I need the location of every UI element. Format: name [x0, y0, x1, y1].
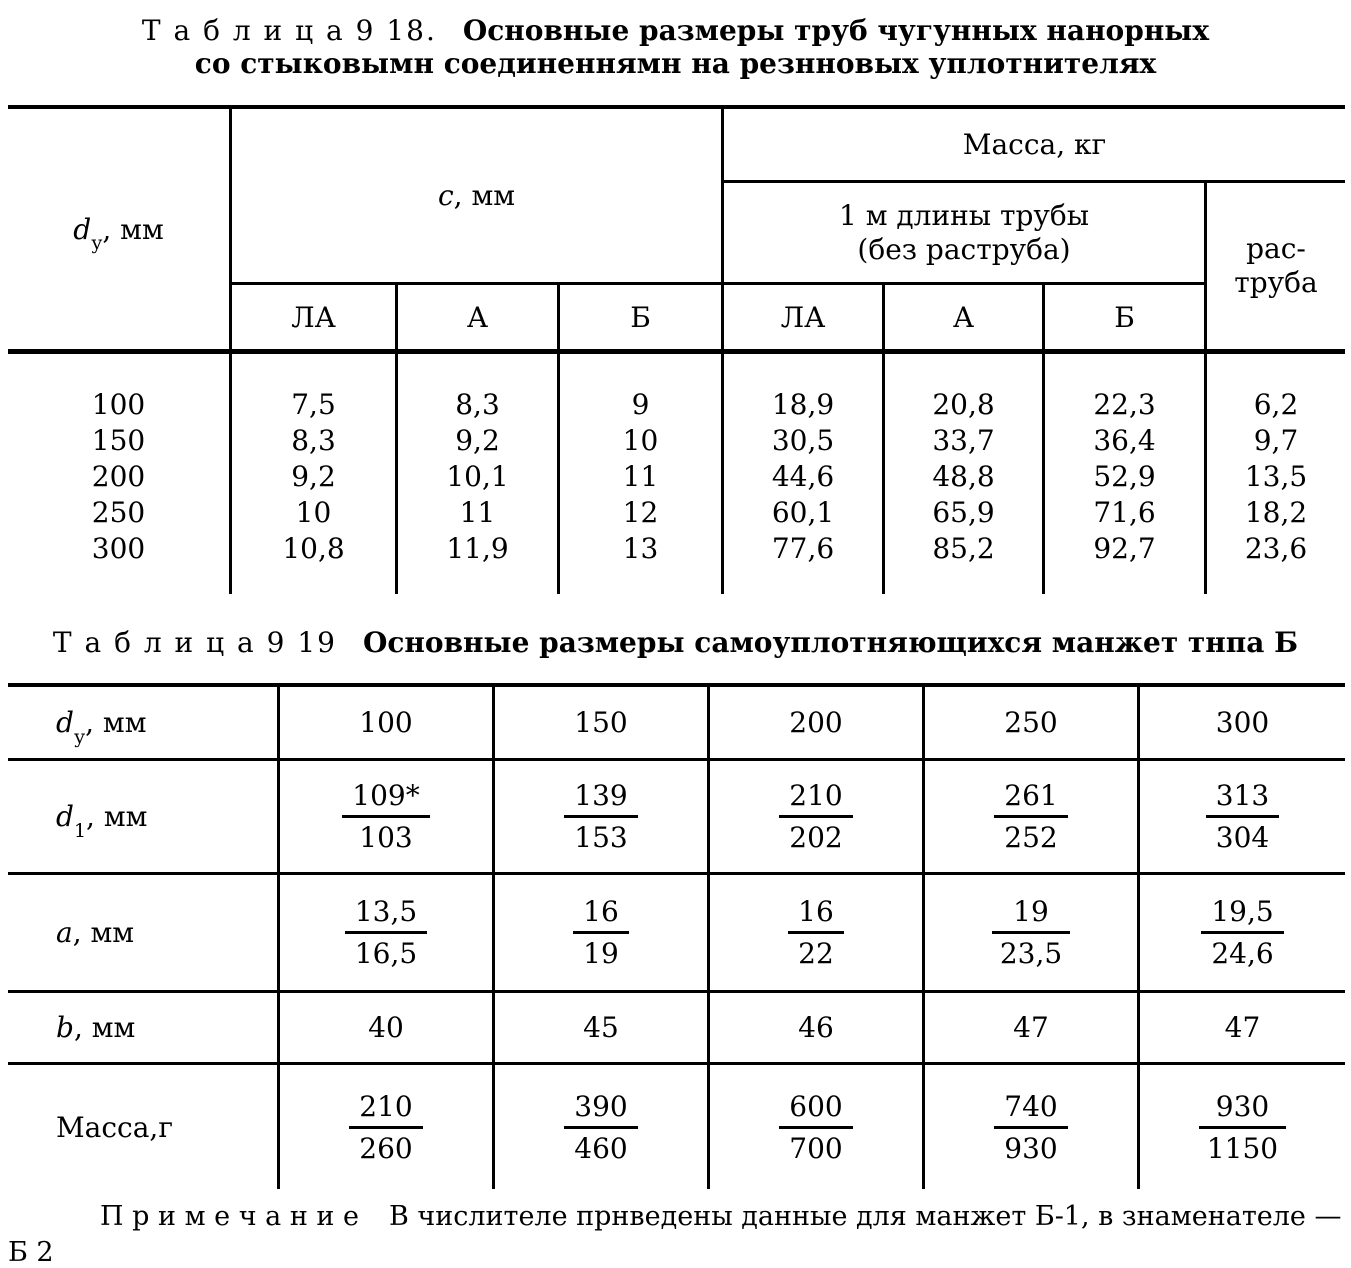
- header-cell-rastrub: [1207, 183, 1345, 349]
- row-label-massa: Масса,г: [8, 1065, 280, 1189]
- header-cell-c: [232, 109, 724, 285]
- cell-dy: 250: [8, 494, 232, 530]
- spacer-cell: [398, 566, 560, 594]
- cell-rastrub: 23,6: [1244, 531, 1308, 565]
- dy-label: [73, 212, 164, 255]
- table-918-body: [8, 354, 1345, 594]
- spacer-cell: [1207, 566, 1345, 594]
- cell-dy: 100: [280, 687, 495, 761]
- row-label-d1: [8, 761, 280, 875]
- fraction: [994, 1090, 1067, 1165]
- cell-c-a: 11,9: [398, 530, 560, 566]
- d1-label: [56, 800, 148, 842]
- cell-dy: 200: [710, 687, 925, 761]
- fraction: [1199, 1090, 1286, 1165]
- fraction-numerator: 19: [992, 895, 1070, 934]
- cell-a: [925, 875, 1140, 993]
- header-subcell-c-b: Б: [560, 285, 724, 349]
- row-label-dy: [8, 687, 280, 761]
- fraction-numerator: 210: [349, 1090, 422, 1129]
- fraction: [564, 1090, 637, 1165]
- cell-c-la: 7,5: [232, 386, 398, 422]
- fraction: [342, 779, 429, 854]
- cell-m-la: 18,9: [724, 386, 885, 422]
- symbol-a: a: [56, 916, 73, 949]
- header-subcell-c-a: А: [398, 285, 560, 349]
- cell-b: 40: [280, 993, 495, 1065]
- fraction-numerator: 19,5: [1201, 895, 1283, 934]
- fraction: [992, 895, 1070, 970]
- table-918-title: [0, 14, 1351, 80]
- unit-mm: , мм: [102, 212, 164, 246]
- cell-massa: [1140, 1065, 1345, 1189]
- cell-b: 47: [925, 993, 1140, 1065]
- fraction-denominator: 24,6: [1211, 937, 1274, 970]
- fraction: [349, 1090, 422, 1165]
- cell-c-a: 8,3: [398, 386, 560, 422]
- cell-a: [1140, 875, 1345, 993]
- fraction: [779, 779, 852, 854]
- cell-d1: [710, 761, 925, 875]
- cell-dy: 300: [8, 530, 232, 566]
- fraction-denominator: 252: [1004, 821, 1058, 854]
- cell-m-a: 65,9: [885, 494, 1045, 530]
- footnote: [8, 1200, 1345, 1268]
- footnote-line1: [8, 1200, 1345, 1234]
- fraction-numerator: 600: [779, 1090, 852, 1129]
- dy-label: [56, 706, 147, 748]
- cell-c-la: 8,3: [232, 422, 398, 458]
- fraction-denominator: 304: [1215, 821, 1270, 854]
- cell-m-la: 77,6: [724, 530, 885, 566]
- cell-m-a: 48,8: [885, 458, 1045, 494]
- cell-m-a: 33,7: [885, 422, 1045, 458]
- rastrub-line1: рас-: [1246, 232, 1306, 265]
- fraction: [779, 1090, 852, 1165]
- cell-m-la: 60,1: [724, 494, 885, 530]
- fraction: [345, 895, 427, 970]
- cell-m-b: 36,4: [1045, 422, 1207, 458]
- footnote-text: В числителе прнведены данные для манжет Б-1, в знаменателе —: [388, 1201, 1342, 1232]
- spacer-cell: [232, 566, 398, 594]
- cell-m-la: 30,5: [724, 422, 885, 458]
- cell-m-b: 92,7: [1045, 530, 1207, 566]
- cell-a: [495, 875, 710, 993]
- symbol-c: c: [437, 179, 454, 212]
- cell-rastrub: 6,2: [1253, 387, 1299, 421]
- fraction-denominator: 460: [574, 1131, 628, 1165]
- cell-m-la: 44,6: [724, 458, 885, 494]
- fraction: [1206, 779, 1279, 854]
- fraction-denominator: 103: [359, 821, 413, 854]
- subscript-y: у: [73, 725, 86, 748]
- spacer-cell: [724, 354, 885, 386]
- table-918: [8, 105, 1345, 594]
- footnote-continuation: Б 2: [8, 1237, 54, 1268]
- b-label: [56, 1011, 135, 1044]
- fraction-denominator: 202: [789, 821, 843, 854]
- cell-b: 45: [495, 993, 710, 1065]
- cell-dy: 100: [8, 386, 232, 422]
- table-919-title: [0, 626, 1351, 659]
- fraction-denominator: 22: [798, 937, 834, 970]
- cell-d1: [495, 761, 710, 875]
- cell-rastrub: 13,5: [1244, 459, 1308, 493]
- spacer-cell: [232, 354, 398, 386]
- spacer-cell: [8, 566, 232, 594]
- unit-mm: , мм: [85, 706, 147, 739]
- cell-m-a: 85,2: [885, 530, 1045, 566]
- cell-b: 46: [710, 993, 925, 1065]
- cell-a: [280, 875, 495, 993]
- header-subcell-m-b: Б: [1045, 285, 1207, 349]
- spacer-cell: [885, 354, 1045, 386]
- header-cell-length: [724, 183, 1207, 285]
- fraction-denominator: 930: [1004, 1131, 1058, 1165]
- cell-c-b: 10: [560, 422, 724, 458]
- unit-mm: , мм: [72, 916, 135, 949]
- fraction-numerator: 313: [1206, 779, 1279, 818]
- cell-dy: 150: [8, 422, 232, 458]
- cell-massa: [925, 1065, 1140, 1189]
- length-line2: (без раструба): [857, 232, 1071, 266]
- fraction-denominator: 16,5: [354, 937, 418, 970]
- cell-rastrub: 18,2: [1244, 495, 1308, 529]
- table-918-title-line1: [0, 14, 1351, 47]
- unit-mm: , мм: [86, 800, 148, 833]
- unit-mm: , мм: [453, 179, 516, 212]
- table-919-label: Т а б л и ц а 9 19: [52, 626, 337, 659]
- cell-d1: [1140, 761, 1345, 875]
- spacer-cell: [398, 354, 560, 386]
- a-label: [56, 916, 134, 949]
- header-cell-massa: Масса, кг: [724, 109, 1345, 183]
- cell-c-la: 9,2: [232, 458, 398, 494]
- cell-a: [710, 875, 925, 993]
- table-918-heading-line1: Основные размеры труб чугунных нанорных: [462, 14, 1210, 47]
- row-label-a: [8, 875, 280, 993]
- spacer-cell: [885, 566, 1045, 594]
- spacer-cell: [8, 354, 232, 386]
- c-label: [438, 179, 515, 212]
- fraction-numerator: 16: [573, 895, 629, 934]
- symbol-d: d: [73, 212, 92, 246]
- cell-c-b: 11: [560, 458, 724, 494]
- cell-massa: [710, 1065, 925, 1189]
- cell-rastrub: 9,7: [1253, 423, 1299, 457]
- fraction-denominator: 1150: [1206, 1131, 1279, 1165]
- fraction: [1201, 895, 1283, 970]
- spacer-cell: [560, 566, 724, 594]
- fraction-denominator: 260: [359, 1131, 413, 1165]
- fraction-numerator: 740: [994, 1090, 1067, 1129]
- symbol-d: d: [56, 706, 74, 739]
- cell-m-b: 52,9: [1045, 458, 1207, 494]
- header-subcell-c-la: ЛА: [232, 285, 398, 349]
- table-919: [8, 683, 1345, 1189]
- cell-m-a: 20,8: [885, 386, 1045, 422]
- fraction-denominator: 153: [574, 821, 628, 854]
- table-918-heading-line2: со стыковымн соединеннямн на резнновых уплотнителях: [194, 47, 1157, 80]
- cell-c-a: 10,1: [398, 458, 560, 494]
- fraction-numerator: 261: [994, 779, 1067, 818]
- unit-mm: , мм: [73, 1011, 136, 1044]
- cell-massa: [280, 1065, 495, 1189]
- header-subcell-m-la: ЛА: [724, 285, 885, 349]
- cell-m-b: 22,3: [1045, 386, 1207, 422]
- footnote-label: П р и м е ч а н и е: [100, 1201, 359, 1232]
- table-919-heading: Основные размеры самоуплотняющихся манжет тнпа Б: [362, 626, 1299, 659]
- fraction-numerator: 390: [564, 1090, 637, 1129]
- fraction-numerator: 13,5: [345, 895, 427, 934]
- header-cell-dy: [8, 109, 232, 349]
- table-918-header: [8, 105, 1345, 354]
- spacer-cell: [1045, 354, 1207, 386]
- fraction-denominator: 700: [789, 1131, 843, 1165]
- rastrub-line2: труба: [1234, 266, 1318, 299]
- cell-b: 47: [1140, 993, 1345, 1065]
- cell-dy: 250: [925, 687, 1140, 761]
- spacer-cell: [724, 566, 885, 594]
- fraction-numerator: 930: [1199, 1090, 1286, 1129]
- cell-m-b: 71,6: [1045, 494, 1207, 530]
- symbol-b: b: [56, 1011, 74, 1044]
- cell-dy: 300: [1140, 687, 1345, 761]
- spacer-cell: [1207, 354, 1345, 386]
- fraction: [573, 895, 629, 970]
- cell-c-b: 12: [560, 494, 724, 530]
- fraction: [788, 895, 844, 970]
- cell-dy: 150: [495, 687, 710, 761]
- fraction: [994, 779, 1067, 854]
- subscript-y: у: [91, 232, 103, 255]
- symbol-d: d: [56, 800, 74, 833]
- cell-massa: [495, 1065, 710, 1189]
- spacer-cell: [1045, 566, 1207, 594]
- cell-d1: [925, 761, 1140, 875]
- length-line1: 1 м длины трубы: [839, 198, 1089, 232]
- cell-c-la: 10: [232, 494, 398, 530]
- fraction-numerator: 210: [779, 779, 852, 818]
- fraction-denominator: 19: [583, 937, 619, 970]
- cell-c-a: 11: [398, 494, 560, 530]
- cell-c-a: 9,2: [398, 422, 560, 458]
- subscript-1: 1: [73, 819, 87, 842]
- cell-c-b: 13: [560, 530, 724, 566]
- cell-d1: [280, 761, 495, 875]
- fraction-numerator: 139: [564, 779, 637, 818]
- cell-c-b: 9: [560, 386, 724, 422]
- cell-c-la: 10,8: [232, 530, 398, 566]
- fraction: [564, 779, 637, 854]
- header-subcell-m-a: А: [885, 285, 1045, 349]
- fraction-numerator: 16: [788, 895, 844, 934]
- spacer-cell: [560, 354, 724, 386]
- table-918-label: Т а б л и ц а 9 18.: [141, 14, 437, 47]
- cell-dy: 200: [8, 458, 232, 494]
- row-label-b: [8, 993, 280, 1065]
- fraction-denominator: 23,5: [999, 937, 1063, 970]
- fraction-numerator: 109*: [342, 779, 429, 818]
